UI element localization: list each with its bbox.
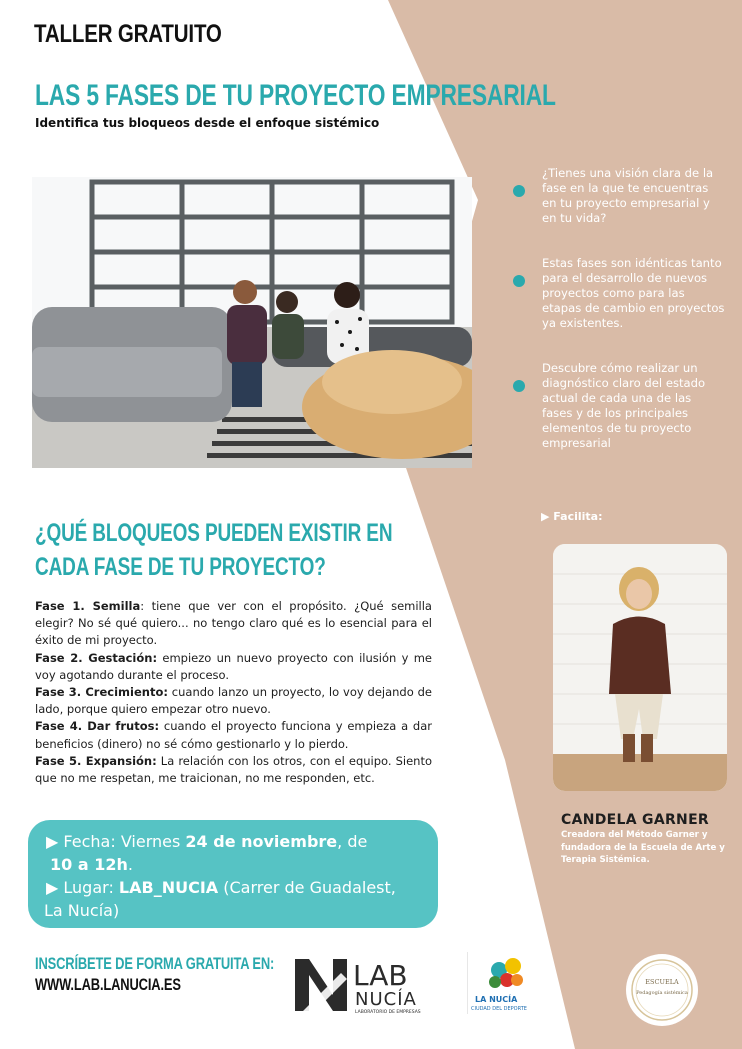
question-heading: ¿QUÉ BLOQUEOS PUEDEN EXISTIR EN CADA FASE DE TU PROYECTO?	[35, 519, 393, 581]
date-line: ▶ Fecha: Viernes 24 de noviembre, de	[46, 832, 368, 851]
page-subtitle: Identifica tus bloqueos desde el enfoque sistémico	[35, 116, 380, 130]
facilitator-name: CANDELA GARNER	[561, 812, 710, 828]
phase-item: Fase 4. Dar frutos: cuando el proyecto funciona y empieza a dar beneficios (dinero) no sé cómo gestionarlo y lo pierdo.	[35, 719, 432, 751]
signup-url[interactable]: WWW.LAB.LANUCIA.ES	[35, 975, 181, 994]
play-icon: ▶	[46, 878, 59, 897]
list-item: Descubre cómo realizar un diagnóstico claro del estado actual de cada una de las fases y de los principales elementos de tu proyecto empresarial	[510, 361, 725, 451]
place-line: ▶ Lugar: LAB_NUCIA (Carrer de Guadalest,	[46, 878, 396, 897]
escuela-logo	[626, 954, 698, 1026]
lab-nucia-logo	[295, 955, 433, 1015]
event-info-box	[28, 820, 438, 928]
meeting-photo	[32, 177, 472, 468]
svg-text:LA NUCÍA: LA NUCÍA	[475, 995, 518, 1004]
svg-text:CIUDAD DEL DEPORTE: CIUDAD DEL DEPORTE	[471, 1006, 527, 1012]
phase-item: Fase 2. Gestación: empiezo un nuevo proyecto con ilusión y me voy agotando durante el proceso.	[35, 650, 432, 682]
la-nucia-logo	[467, 952, 547, 1017]
play-icon: ▶	[46, 832, 59, 851]
phase-item: Fase 5. Expansión: La relación con los otros, con el equipo. Siento que no me respetan, me traicionan, no me responden, etc.	[35, 753, 433, 786]
list-item: Estas fases son idénticas tanto para el desarrollo de nuevos proyectos como para las etapas de cambio en proyectos ya existentes.	[510, 256, 725, 331]
svg-text:NUCÍA: NUCÍA	[355, 989, 417, 1010]
time-line: 10 a 12h.	[50, 855, 133, 874]
phase-item: Fase 3. Crecimiento: cuando lanzo un proyecto, lo voy dejando de lado, porque quiero empezar otro nuevo.	[35, 685, 432, 717]
facilitator-description: Creadora del Método Garner y fundadora de la Escuela de Arte y Terapia Sistémica.	[561, 830, 725, 865]
bullet-dot-icon	[513, 185, 525, 197]
page-title: LAS 5 FASES DE TU PROYECTO EMPRESARIAL	[35, 79, 556, 112]
list-item: ¿Tienes una visión clara de la fase en la que te encuentras en tu proyecto empresarial y en tu vida?	[510, 166, 725, 226]
facilitator-photo	[553, 544, 727, 791]
bullet-dot-icon	[513, 275, 525, 287]
phase-item: Fase 1. Semilla: tiene que ver con el propósito. ¿Qué semilla elegir? No sé qué quiero... no tengo claro qué es lo esencial para el éxito de mi proyecto.	[35, 599, 432, 648]
place-line-2: La Nucía)	[44, 901, 120, 920]
signup-label: INSCRÍBETE DE FORMA GRATUITA EN:	[35, 954, 275, 973]
phases-list	[35, 598, 432, 787]
svg-text:Pedagogía sistémica: Pedagogía sistémica	[636, 990, 688, 996]
workshop-eyebrow: TALLER GRATUITO	[34, 20, 222, 48]
svg-text:ESCUELA: ESCUELA	[645, 978, 679, 986]
facilitator-label: ▶ Facilita:	[541, 510, 603, 523]
benefits-list	[510, 166, 725, 481]
svg-text:LAB: LAB	[353, 959, 408, 992]
bullet-dot-icon	[513, 380, 525, 392]
svg-text:LABORATORIO DE EMPRESAS: LABORATORIO DE EMPRESAS	[355, 1010, 421, 1015]
